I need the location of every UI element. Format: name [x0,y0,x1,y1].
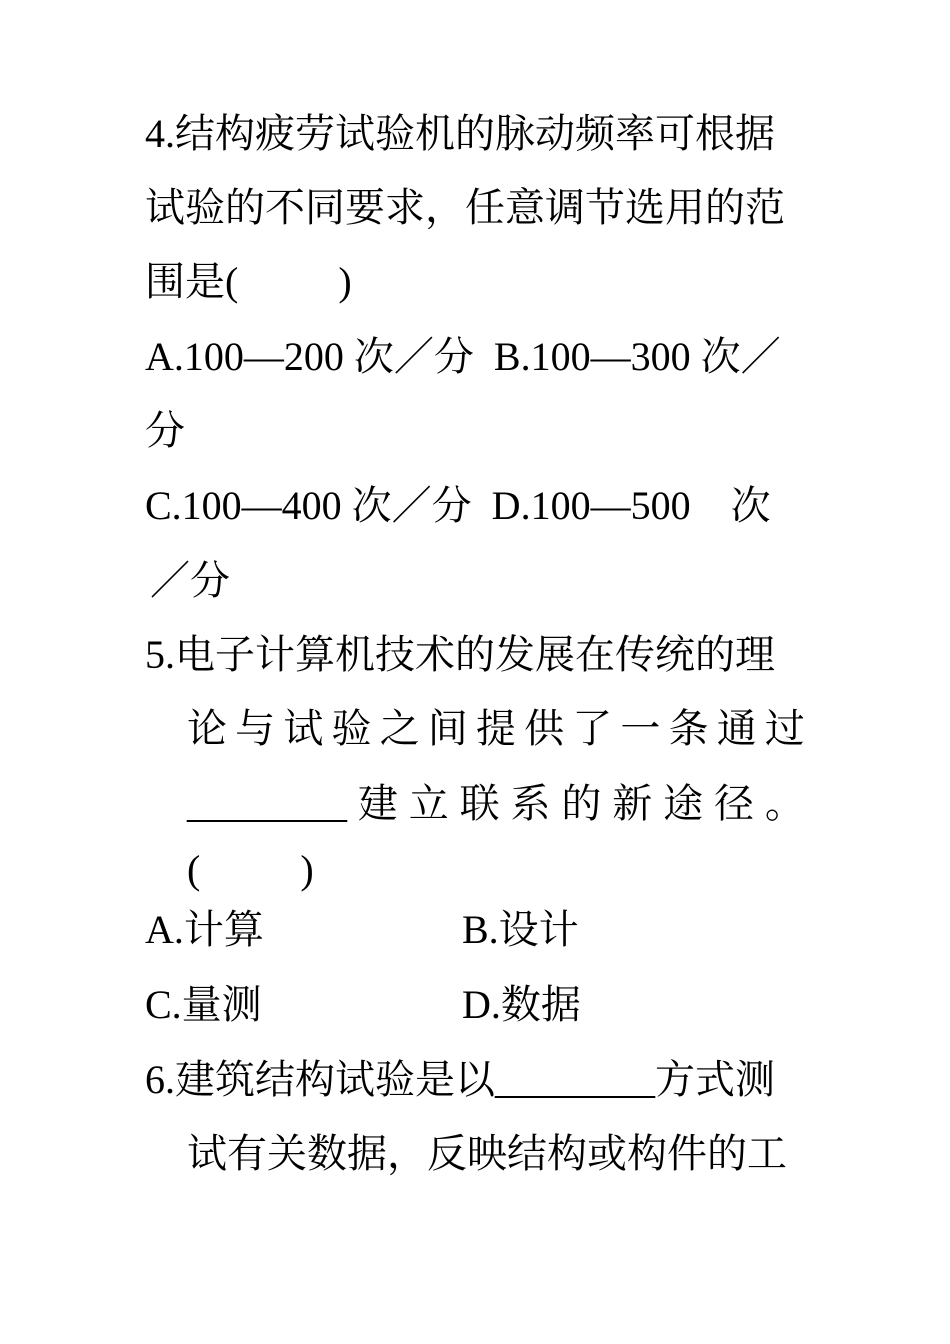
q4-stem-line-3: 围是( ) [145,259,352,304]
q5-char: 途 [663,781,704,826]
q5-char: 间 [427,706,468,751]
q5-option-d: D.数据 [462,982,581,1027]
q5-char: 之 [379,706,420,751]
q6-stem-line-1: 6.建筑结构试验是以________方式测 [145,1057,775,1102]
q4-options-cd: C.100—400 次／分 D.100—500 次 [145,483,771,528]
q4-options-cd-wrap: ／分 [150,558,230,603]
q4-stem-line-2: 试验的不同要求，任意调节选用的范 [145,185,785,230]
q5-char: 了 [572,706,613,751]
q5-answer-blank: ________ [187,781,347,826]
q4-options-ab-wrap: 分 [145,408,185,453]
q5-char: 条 [668,706,709,751]
q5-stem-line-3 [187,780,805,828]
q5-char: 验 [331,706,372,751]
q6-stem-line-2: 试有关数据，反映结构或构件的工 [187,1131,787,1176]
q5-char: 立 [408,781,449,826]
q5-stem-line-2 [187,705,805,753]
q5-char: 一 [620,706,661,751]
q5-char: 联 [459,781,500,826]
q5-char: 论 [187,706,227,751]
q5-answer-paren: ( ) [187,847,314,892]
q5-char: 系 [510,781,551,826]
q4-options-ab: A.100—200 次／分 B.100—300 次／ [145,334,781,379]
q5-char: 过 [764,706,805,751]
q5-char: 试 [283,706,324,751]
q5-char: 供 [524,706,565,751]
q4-stem-line-1: 4.结构疲劳试验机的脉动频率可根据 [145,111,775,156]
q5-stem-line-1: 5.电子计算机技术的发展在传统的理 [145,632,775,677]
q5-char: 建 [357,781,398,826]
q5-option-a: A.计算 [145,907,264,952]
q5-char: 通 [716,706,757,751]
q5-char: 。 [764,781,805,826]
q5-char: 提 [475,706,516,751]
q5-char: 新 [612,781,653,826]
q5-option-c: C.量测 [145,982,262,1027]
q5-option-b: B.设计 [462,907,579,952]
q5-char: 与 [235,706,276,751]
q5-char: 的 [561,781,602,826]
q5-char: 径 [714,781,754,826]
